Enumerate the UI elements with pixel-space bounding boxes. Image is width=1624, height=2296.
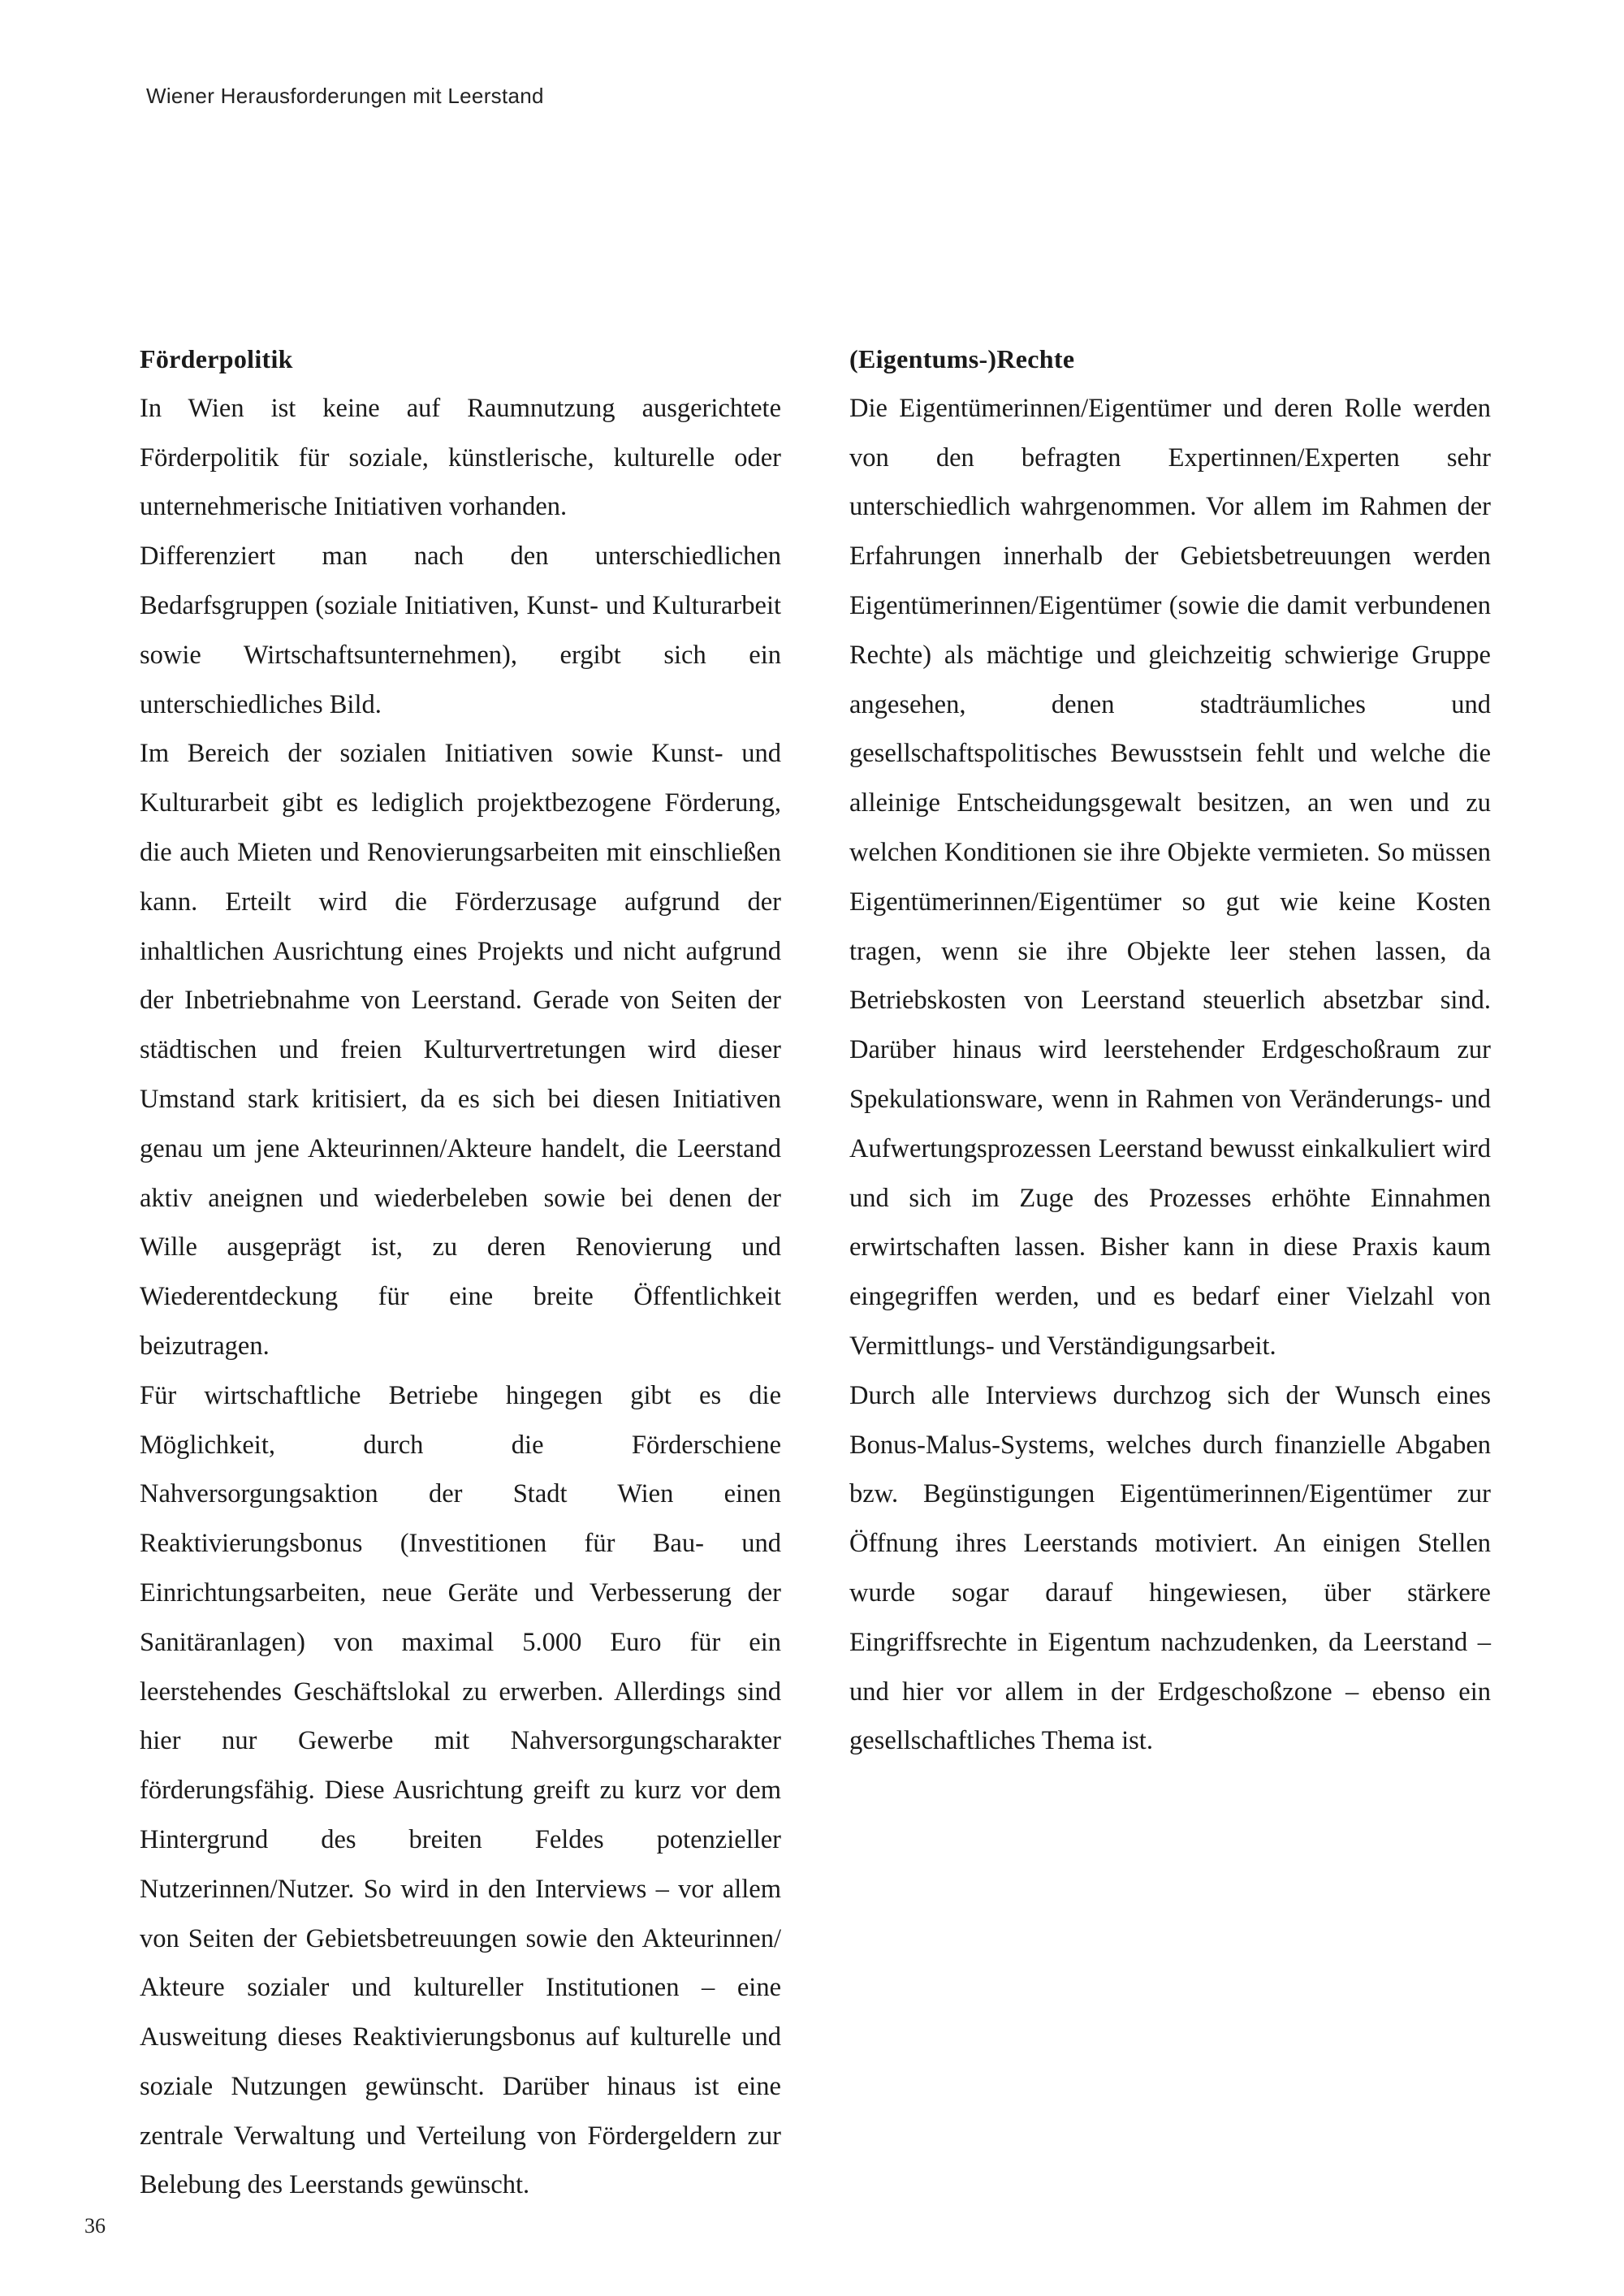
running-header: Wiener Herausforderungen mit Leerstand	[146, 84, 544, 108]
paragraph: Differenziert man nach den unterschiedlichen Bedarfsgruppen (soziale Initiativen, Kunst- und Kulturarbeit sowie Wirtschaftsunternehmen), ergibt sich ein unterschiedliches Bild.	[140, 542, 781, 719]
right-column	[849, 334, 1491, 1766]
page-number: 36	[84, 2214, 106, 2238]
section-heading-eigentumsrechte: (Eigentums-)Rechte	[849, 344, 1075, 373]
paragraph: Im Bereich der sozialen Initiativen sowie Kunst- und Kulturarbeit gibt es lediglich projektbezogene Förderung, die auch Mieten und Renovierungsarbeiten mit einschließen kann. Erteilt wird die Förderzusage aufgrund der inhaltlichen Ausrichtung eines Projekts und nicht aufgrund der Inbetriebnahme von Leerstand. Gerade von Seiten der städtischen und freien Kulturvertretungen wird dieser Umstand stark kritisiert, da es sich bei diesen Initiativen genau um jene Akteurinnen/Akteure handelt, die Leerstand aktiv aneignen und wiederbeleben sowie bei denen der Wille ausgeprägt ist, zu deren Renovierung und Wiederentdeckung für eine breite Öffentlichkeit beizutragen.	[140, 739, 781, 1361]
paragraph: In Wien ist keine auf Raumnutzung ausgerichtete Förderpolitik für soziale, künstlerische, kulturelle oder unternehmerische Initiativen vorhanden.	[140, 393, 781, 522]
paragraph: Die Eigentümerinnen/Eigentümer und deren Rolle werden von den befragten Expertinnen/Experten sehr unterschiedlich wahrgenommen. Vor allem im Rahmen der Erfahrungen innerhalb der Gebietsbetreuungen werden Eigentümerinnen/Eigentümer (sowie die damit verbundenen Rechte) als mächtige und gleichzeitig schwierige Gruppe angesehen, denen stadträumliches und gesellschaftspolitisches Bewusstsein fehlt und welche die alleinige Entscheidungsgewalt besitzen, an wen und zu welchen Konditionen sie ihre Objekte vermieten. So müssen Eigentümerinnen/Eigentümer so gut wie keine Kosten tragen, wenn sie ihre Objekte leer stehen lassen, da Betriebskosten von Leerstand steuerlich absetzbar sind. Darüber hinaus wird leerstehender Erdgeschoßraum zur Spekulationsware, wenn in Rahmen von Veränderungs- und Aufwertungsprozessen Leerstand bewusst einkalkuliert wird und sich im Zuge des Prozesses erhöhte Einnahmen erwirtschaften lassen. Bisher kann in diese Praxis kaum eingegriffen werden, und es bedarf einer Vielzahl von Vermittlungs- und Verständigungsarbeit.	[849, 393, 1491, 1361]
paragraph: Durch alle Interviews durchzog sich der Wunsch eines Bonus-Malus-Systems, welches durch finanzielle Abgaben bzw. Begünstigungen Eigentümerinnen/Eigentümer zur Öffnung ihres Leerstands motiviert. An einigen Stellen wurde sogar darauf hingewiesen, über stärkere Eingriffsrechte in Eigentum nachzudenken, da Leerstand – und hier vor allem in der Erdgeschoßzone – ebenso ein gesellschaftliches Thema ist.	[849, 1380, 1491, 1756]
paragraph: Für wirtschaftliche Betriebe hingegen gibt es die Möglichkeit, durch die Förderschiene Nahversorgungsaktion der Stadt Wien einen Reaktivierungsbonus (Investitionen für Bau- und Einrichtungsarbeiten, neue Geräte und Verbesserung der Sanitäranlagen) von maximal 5.000 Euro für ein leerstehendes Geschäftslokal zu erwerben. Allerdings sind hier nur Gewerbe mit Nahversorgungscharakter förderungsfähig. Diese Ausrichtung greift zu kurz vor dem Hintergrund des breiten Feldes potenzieller Nutzerinnen/Nutzer. So wird in den Interviews – vor allem von Seiten der Gebietsbetreuungen sowie den Akteurinnen/ Akteure sozialer und kultureller Institutionen – eine Ausweitung dieses Reaktivierungsbonus auf kulturelle und soziale Nutzungen gewünscht. Darüber hinaus ist eine zentrale Verwaltung und Verteilung von Fördergeldern zur Belebung des Leerstands gewünscht.	[140, 1380, 781, 2200]
section-heading-foerderpolitik: Förderpolitik	[140, 344, 293, 373]
left-column	[140, 334, 781, 2210]
